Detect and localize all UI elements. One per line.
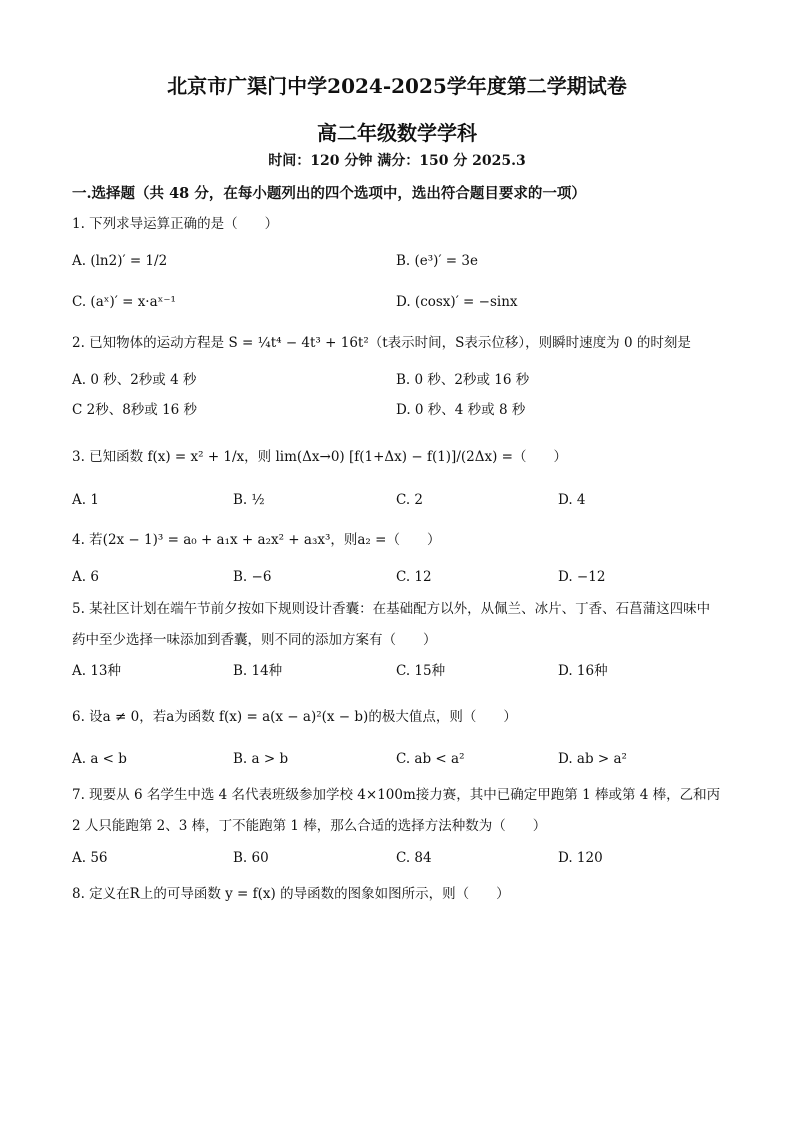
q6-option-d: D. ab > a²: [558, 751, 627, 767]
question-7-stem: 7. 现要从 6 名学生中选 4 名代表班级参加学校 4×100m接力赛，其中已确定甲跑第 1 棒或第 4 棒，乙和丙 2 人只能跑第 2、3 棒，丁不能跑第 1 棒，那么合适的选择方法种数为（ ）: [72, 787, 721, 834]
q4-option-c: C. 12: [396, 569, 432, 585]
question-6-stem: 6. 设a ≠ 0，若a为函数 f(x) = a(x − a)²(x − b)的极大值点，则（ ）: [72, 709, 517, 725]
q4-option-d: D. −12: [558, 569, 606, 585]
q2-option-b: B. 0 秒、2秒或 16 秒: [396, 372, 530, 388]
q1-option-a: A. (ln2)′ = 1/2: [72, 253, 168, 269]
exam-subtitle: 高二年级数学学科: [317, 121, 477, 145]
q7-option-a: A. 56: [72, 850, 108, 866]
q1-option-c: C. (aˣ)′ = x·aˣ⁻¹: [72, 294, 176, 310]
q2-option-d: D. 0 秒、4 秒或 8 秒: [396, 402, 526, 418]
q3-option-c: C. 2: [396, 492, 424, 508]
question-4-stem: 4. 若(2x − 1)³ = a₀ + a₁x + a₂x² + a₃x³，则a₂ =（ ）: [72, 532, 441, 548]
q4-option-a: A. 6: [72, 569, 99, 585]
q7-option-b: B. 60: [233, 850, 269, 866]
q5-option-b: B. 14种: [233, 663, 283, 679]
q6-option-c: C. ab < a²: [396, 751, 465, 767]
question-3-stem: 3. 已知函数 f(x) = x² + 1/x，则 lim(Δx→0) [f(1+Δx) − f(1)]/(2Δx) =（ ）: [72, 449, 567, 465]
exam-meta: 时间：120 分钟 满分：150 分 2025.3: [268, 153, 526, 169]
question-1-stem: 1. 下列求导运算正确的是（ ）: [72, 216, 279, 232]
q5-option-c: C. 15种: [396, 663, 446, 679]
q6-option-b: B. a > b: [233, 751, 289, 767]
q2-option-a: A. 0 秒、2秒或 4 秒: [72, 372, 197, 388]
q3-option-b: B. ½: [233, 492, 265, 508]
q1-option-b: B. (e³)′ = 3e: [396, 253, 478, 269]
q2-option-c: C 2秒、8秒或 16 秒: [72, 402, 198, 418]
q6-option-a: A. a < b: [72, 751, 127, 767]
q1-option-d: D. (cosx)′ = −sinx: [396, 294, 518, 310]
q5-option-a: A. 13种: [72, 663, 122, 679]
q4-option-b: B. −6: [233, 569, 272, 585]
q5-option-d: D. 16种: [558, 663, 608, 679]
q7-option-d: D. 120: [558, 850, 603, 866]
section-heading: 一.选择题（共 48 分，在每小题列出的四个选项中，选出符合题目要求的一项）: [72, 185, 586, 202]
question-2-stem: 2. 已知物体的运动方程是 S = ¼t⁴ − 4t³ + 16t²（t表示时间，S表示位移），则瞬时速度为 0 的时刻是: [72, 335, 691, 351]
question-5-stem: 5. 某社区计划在端午节前夕按如下规则设计香囊：在基础配方以外，从佩兰、冰片、丁香、石菖蒲这四味中药中至少选择一味添加到香囊，则不同的添加方案有（ ）: [72, 601, 711, 648]
question-8-stem: 8. 定义在R上的可导函数 y = f(x) 的导函数的图象如图所示，则（ ）: [72, 886, 510, 902]
q3-option-d: D. 4: [558, 492, 586, 508]
q7-option-c: C. 84: [396, 850, 432, 866]
exam-title: 北京市广渠门中学2024-2025学年度第二学期试卷: [167, 74, 627, 98]
q3-option-a: A. 1: [72, 492, 99, 508]
